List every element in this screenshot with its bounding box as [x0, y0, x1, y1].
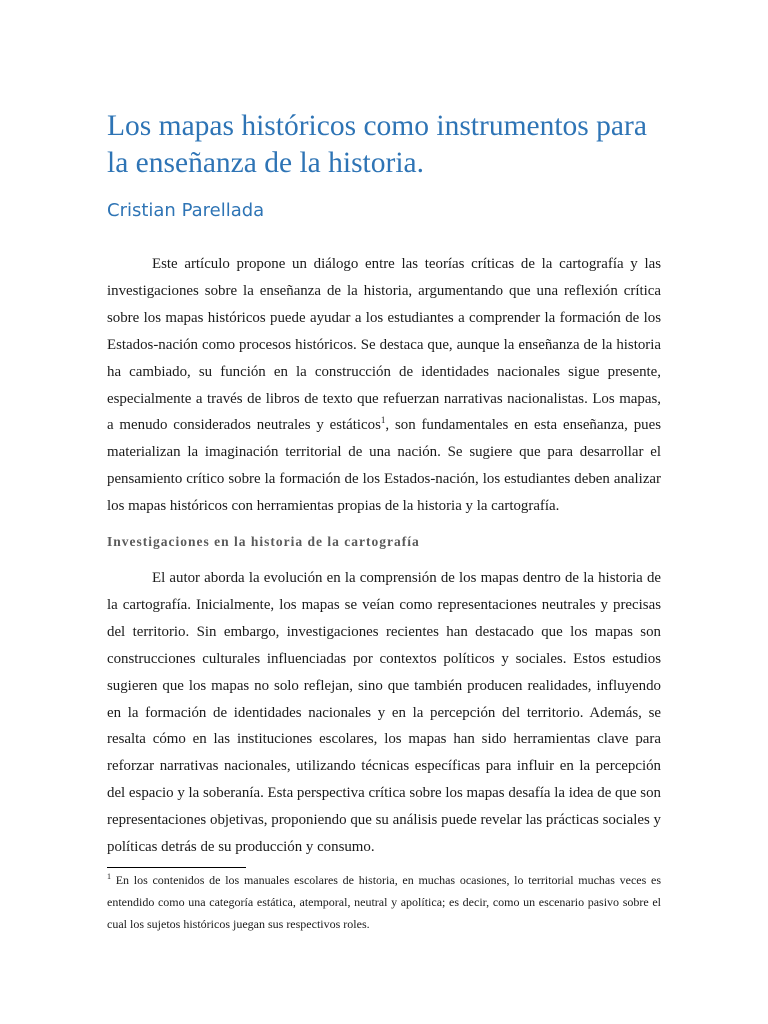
- author-name: Cristian Parellada: [107, 200, 265, 221]
- document-title: Los mapas históricos como instrumentos para la enseñanza de la historia.: [107, 110, 647, 179]
- section-heading: Investigaciones en la historia de la cartografía: [107, 534, 420, 549]
- footnote-text: En los contenidos de los manuales escolares de historia, en muchas ocasiones, lo territorial muchas veces es entendido como una categoría estática, atemporal, neutral y apolítica; es decir, como un escenario pasivo sobre el cual los sujetos históricos juegan sus respectivos roles.: [107, 873, 661, 932]
- abstract-text-before-note: Este artículo propone un diálogo entre las teorías críticas de la cartografía y las investigaciones sobre la enseñanza de la historia, argumentando que una reflexión crítica sobre los mapas históricos puede ayudar a los estudiantes a comprender la formación de los Estados-nación como procesos históricos. Se destaca que, aunque la enseñanza de la historia ha cambiado, su función en la construcción de identidades nacionales sigue presente, especialmente a través de libros de texto que refuerzan narrativas nacionalistas. Los mapas, a menudo considerados neutrales y estáticos: [107, 256, 661, 434]
- footnote-separator: [107, 867, 246, 868]
- body-paragraph: El autor aborda la evolución en la comprensión de los mapas dentro de la historia de la cartografía. Inicialmente, los mapas se veían como representaciones neutrales y precisas del territorio. Sin embargo, investigaciones recientes han destacado que los mapas son construcciones culturales influenciadas por contextos políticos y sociales. Estos estudios sugieren que los mapas no solo reflejan, sino que también producen realidades, influyendo en la formación de identidades nacionales y en la percepción del territorio. Además, se resalta cómo en las instituciones escolares, los mapas han sido herramientas clave para reforzar narrativas nacionales, utilizando técnicas específicas para influir en la percepción del espacio y la soberanía. Esta perspectiva crítica sobre los mapas desafía la idea de que son representaciones objetivas, proponiendo que su análisis puede revelar las prácticas sociales y políticas detrás de su producción y consumo.: [107, 570, 661, 856]
- footnote: [107, 869, 661, 936]
- footnote-reference[interactable]: 1: [380, 415, 386, 426]
- footnote-number: 1: [107, 872, 111, 881]
- abstract-paragraph: [107, 251, 661, 520]
- abstract-text-after-note: , son fundamentales en esta enseñanza, pues materializan la imaginación territorial de una nación. Se sugiere que para desarrollar el pensamiento crítico sobre la formación de los Estados-nación, los estudiantes deben analizar los mapas históricos con herramientas propias de la historia y la cartografía.: [107, 417, 661, 515]
